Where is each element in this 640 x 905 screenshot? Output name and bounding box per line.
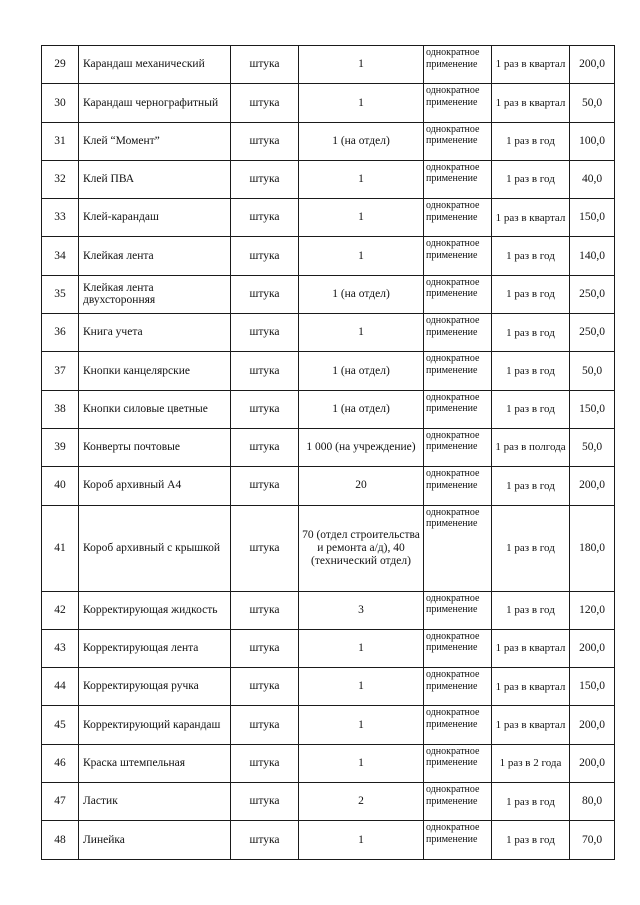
- unit-cell: штука: [231, 160, 299, 198]
- unit-cell: штука: [231, 505, 299, 591]
- usage-cell: однократное применение: [424, 467, 492, 505]
- table-row: [42, 744, 615, 782]
- quantity-cell: 3: [299, 591, 424, 629]
- frequency-cell: 1 раз в год: [492, 237, 570, 275]
- usage-cell: однократное применение: [424, 199, 492, 237]
- row-number: 38: [42, 390, 79, 428]
- price-cell: 200,0: [570, 46, 615, 84]
- item-name: Короб архивный А4: [79, 467, 231, 505]
- quantity-cell: 70 (отдел строительства и ремонта а/д), 40 (технический отдел): [299, 505, 424, 591]
- unit-cell: штука: [231, 237, 299, 275]
- table-row: [42, 821, 615, 859]
- row-number: 36: [42, 314, 79, 352]
- quantity-cell: 1 000 (на учреждение): [299, 428, 424, 466]
- frequency-cell: 1 раз в 2 года: [492, 744, 570, 782]
- usage-cell: однократное применение: [424, 275, 492, 313]
- frequency-cell: 1 раз в квартал: [492, 668, 570, 706]
- row-number: 33: [42, 199, 79, 237]
- usage-cell: однократное применение: [424, 783, 492, 821]
- quantity-cell: 1: [299, 314, 424, 352]
- quantity-cell: 2: [299, 783, 424, 821]
- item-name: Карандаш чернографитный: [79, 84, 231, 122]
- unit-cell: штука: [231, 84, 299, 122]
- table-row: [42, 629, 615, 667]
- frequency-cell: 1 раз в полгода: [492, 428, 570, 466]
- unit-cell: штука: [231, 706, 299, 744]
- unit-cell: штука: [231, 428, 299, 466]
- item-name: Клейкая лента: [79, 237, 231, 275]
- table-row: [42, 352, 615, 390]
- row-number: 45: [42, 706, 79, 744]
- quantity-cell: 1 (на отдел): [299, 352, 424, 390]
- item-name: Корректирующая жидкость: [79, 591, 231, 629]
- frequency-cell: 1 раз в квартал: [492, 706, 570, 744]
- row-number: 47: [42, 783, 79, 821]
- price-cell: 200,0: [570, 467, 615, 505]
- frequency-cell: 1 раз в год: [492, 160, 570, 198]
- frequency-cell: 1 раз в год: [492, 821, 570, 859]
- usage-cell: однократное применение: [424, 46, 492, 84]
- unit-cell: штука: [231, 314, 299, 352]
- unit-cell: штука: [231, 199, 299, 237]
- quantity-cell: 1: [299, 160, 424, 198]
- frequency-cell: 1 раз в квартал: [492, 84, 570, 122]
- usage-cell: однократное применение: [424, 122, 492, 160]
- row-number: 29: [42, 46, 79, 84]
- usage-cell: однократное применение: [424, 591, 492, 629]
- item-name: Короб архивный с крышкой: [79, 505, 231, 591]
- price-cell: 200,0: [570, 706, 615, 744]
- item-name: Клей “Момент”: [79, 122, 231, 160]
- price-cell: 40,0: [570, 160, 615, 198]
- usage-cell: однократное применение: [424, 352, 492, 390]
- price-cell: 140,0: [570, 237, 615, 275]
- table-row: [42, 237, 615, 275]
- price-cell: 180,0: [570, 505, 615, 591]
- quantity-cell: 1: [299, 821, 424, 859]
- table-row: [42, 467, 615, 505]
- unit-cell: штука: [231, 591, 299, 629]
- unit-cell: штука: [231, 467, 299, 505]
- quantity-cell: 20: [299, 467, 424, 505]
- price-cell: 150,0: [570, 390, 615, 428]
- frequency-cell: 1 раз в год: [492, 591, 570, 629]
- quantity-cell: 1: [299, 237, 424, 275]
- frequency-cell: 1 раз в год: [492, 783, 570, 821]
- usage-cell: однократное применение: [424, 706, 492, 744]
- unit-cell: штука: [231, 744, 299, 782]
- price-cell: 150,0: [570, 199, 615, 237]
- table-row: [42, 505, 615, 591]
- quantity-cell: 1: [299, 84, 424, 122]
- frequency-cell: 1 раз в год: [492, 505, 570, 591]
- quantity-cell: 1: [299, 744, 424, 782]
- item-name: Клей ПВА: [79, 160, 231, 198]
- table-row: [42, 46, 615, 84]
- price-cell: 250,0: [570, 314, 615, 352]
- table-row: [42, 428, 615, 466]
- price-cell: 50,0: [570, 84, 615, 122]
- unit-cell: штука: [231, 122, 299, 160]
- item-name: Корректирующий карандаш: [79, 706, 231, 744]
- item-name: Ластик: [79, 783, 231, 821]
- usage-cell: однократное применение: [424, 390, 492, 428]
- item-name: Конверты почтовые: [79, 428, 231, 466]
- price-cell: 50,0: [570, 428, 615, 466]
- unit-cell: штука: [231, 668, 299, 706]
- table-row: [42, 668, 615, 706]
- frequency-cell: 1 раз в год: [492, 275, 570, 313]
- quantity-cell: 1 (на отдел): [299, 390, 424, 428]
- row-number: 30: [42, 84, 79, 122]
- item-name: Кнопки канцелярские: [79, 352, 231, 390]
- price-cell: 70,0: [570, 821, 615, 859]
- row-number: 37: [42, 352, 79, 390]
- table-row: [42, 314, 615, 352]
- table-row: [42, 706, 615, 744]
- frequency-cell: 1 раз в год: [492, 314, 570, 352]
- quantity-cell: 1 (на отдел): [299, 122, 424, 160]
- item-name: Карандаш механический: [79, 46, 231, 84]
- quantity-cell: 1 (на отдел): [299, 275, 424, 313]
- unit-cell: штука: [231, 783, 299, 821]
- unit-cell: штука: [231, 275, 299, 313]
- quantity-cell: 1: [299, 46, 424, 84]
- item-name: Клейкая лента двухсторонняя: [79, 275, 231, 313]
- usage-cell: однократное применение: [424, 629, 492, 667]
- price-cell: 50,0: [570, 352, 615, 390]
- table-row: [42, 199, 615, 237]
- usage-cell: однократное применение: [424, 821, 492, 859]
- row-number: 39: [42, 428, 79, 466]
- usage-cell: однократное применение: [424, 84, 492, 122]
- item-name: Клей-карандаш: [79, 199, 231, 237]
- unit-cell: штука: [231, 46, 299, 84]
- row-number: 34: [42, 237, 79, 275]
- item-name: Кнопки силовые цветные: [79, 390, 231, 428]
- price-cell: 200,0: [570, 744, 615, 782]
- price-cell: 80,0: [570, 783, 615, 821]
- row-number: 44: [42, 668, 79, 706]
- row-number: 32: [42, 160, 79, 198]
- frequency-cell: 1 раз в квартал: [492, 199, 570, 237]
- quantity-cell: 1: [299, 668, 424, 706]
- supplies-table: [41, 45, 615, 860]
- item-name: Линейка: [79, 821, 231, 859]
- price-cell: 100,0: [570, 122, 615, 160]
- usage-cell: однократное применение: [424, 314, 492, 352]
- usage-cell: однократное применение: [424, 505, 492, 591]
- price-cell: 200,0: [570, 629, 615, 667]
- usage-cell: однократное применение: [424, 744, 492, 782]
- unit-cell: штука: [231, 390, 299, 428]
- quantity-cell: 1: [299, 629, 424, 667]
- unit-cell: штука: [231, 629, 299, 667]
- row-number: 48: [42, 821, 79, 859]
- table-row: [42, 122, 615, 160]
- row-number: 31: [42, 122, 79, 160]
- frequency-cell: 1 раз в год: [492, 122, 570, 160]
- usage-cell: однократное применение: [424, 428, 492, 466]
- usage-cell: однократное применение: [424, 668, 492, 706]
- table-row: [42, 84, 615, 122]
- frequency-cell: 1 раз в год: [492, 467, 570, 505]
- frequency-cell: 1 раз в квартал: [492, 46, 570, 84]
- frequency-cell: 1 раз в год: [492, 352, 570, 390]
- item-name: Краска штемпельная: [79, 744, 231, 782]
- table-row: [42, 160, 615, 198]
- row-number: 42: [42, 591, 79, 629]
- price-cell: 150,0: [570, 668, 615, 706]
- row-number: 40: [42, 467, 79, 505]
- row-number: 46: [42, 744, 79, 782]
- unit-cell: штука: [231, 821, 299, 859]
- quantity-cell: 1: [299, 706, 424, 744]
- frequency-cell: 1 раз в квартал: [492, 629, 570, 667]
- row-number: 35: [42, 275, 79, 313]
- unit-cell: штука: [231, 352, 299, 390]
- item-name: Корректирующая лента: [79, 629, 231, 667]
- table-row: [42, 591, 615, 629]
- table-row: [42, 275, 615, 313]
- usage-cell: однократное применение: [424, 160, 492, 198]
- row-number: 41: [42, 505, 79, 591]
- frequency-cell: 1 раз в год: [492, 390, 570, 428]
- quantity-cell: 1: [299, 199, 424, 237]
- row-number: 43: [42, 629, 79, 667]
- table-row: [42, 390, 615, 428]
- item-name: Книга учета: [79, 314, 231, 352]
- table-body: [42, 46, 615, 860]
- item-name: Корректирующая ручка: [79, 668, 231, 706]
- price-cell: 250,0: [570, 275, 615, 313]
- price-cell: 120,0: [570, 591, 615, 629]
- usage-cell: однократное применение: [424, 237, 492, 275]
- table-row: [42, 783, 615, 821]
